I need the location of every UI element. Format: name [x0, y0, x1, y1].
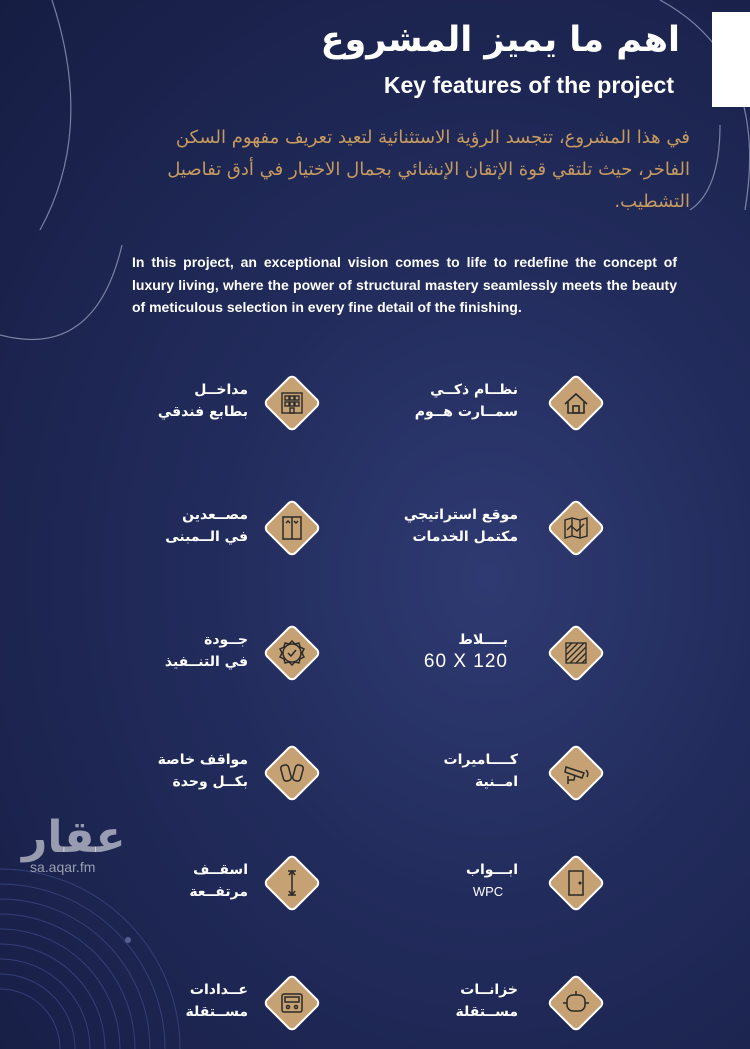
location-map-icon [546, 498, 606, 558]
intro-arabic: في هذا المشروع، تتجسد الرؤية الاستثنائية لتعيد تعريف مفهوم السكن الفاخر، حيث تلتقي قوة الإتقان الإنشائي بجمال الاختيار في أدق تفاصيل التشطيب. [167, 127, 690, 212]
feature-high-ceilings: اسقــف مرتفــعة [189, 862, 248, 900]
intro-english: In this project, an exceptional vision comes to life to redefine the concept of luxury living, where the power of structural mastery seamlessly meets the beauty of meticulous selection in every fine detail of the finishing. [132, 254, 677, 315]
hotel-interiors-icon [262, 373, 322, 433]
feature-hotel-interiors: مداخــل بطابع فندقي [157, 382, 248, 420]
water-tank-icon [546, 973, 606, 1033]
white-tab [712, 12, 750, 107]
tiles-icon [546, 623, 606, 683]
feature-strategic-location: موقع استراتيجي مكتمل الخدمات [403, 507, 518, 545]
parking-cars-icon [262, 743, 322, 803]
security-camera-icon [546, 743, 606, 803]
feature-tiles: بــــلاط 60 X 120 [423, 632, 508, 672]
feature-private-parking: مواقف خاصة بكــل وحدة [157, 752, 248, 790]
ceiling-height-icon [262, 853, 322, 913]
feature-meters: عــدادات مســتقلة [185, 982, 248, 1020]
meter-icon [262, 973, 322, 1033]
door-icon [546, 853, 606, 913]
feature-security-cameras: كــــاميرات امــنية [443, 752, 518, 790]
quality-badge-icon [262, 623, 322, 683]
title-arabic: اهم ما يميز المشروع [320, 20, 680, 60]
feature-water-tanks: خزانــات مســتقلة [455, 982, 518, 1020]
feature-doors: ابـــواب WPC [465, 862, 518, 899]
feature-smart-home: نظــام ذكــي سمــارت هــوم [414, 382, 518, 420]
title-english: Key features of the project [383, 72, 674, 98]
elevator-icon [262, 498, 322, 558]
aqar-watermark [22, 812, 126, 875]
feature-elevators: مصــعدين في الــمبنى [165, 507, 248, 545]
smart-home-icon [546, 373, 606, 433]
watermark-domain: sa.aqar.fm [30, 859, 96, 875]
watermark-arabic: عقار [22, 812, 126, 863]
feature-build-quality: جــودة في التنــفيذ [164, 632, 248, 670]
